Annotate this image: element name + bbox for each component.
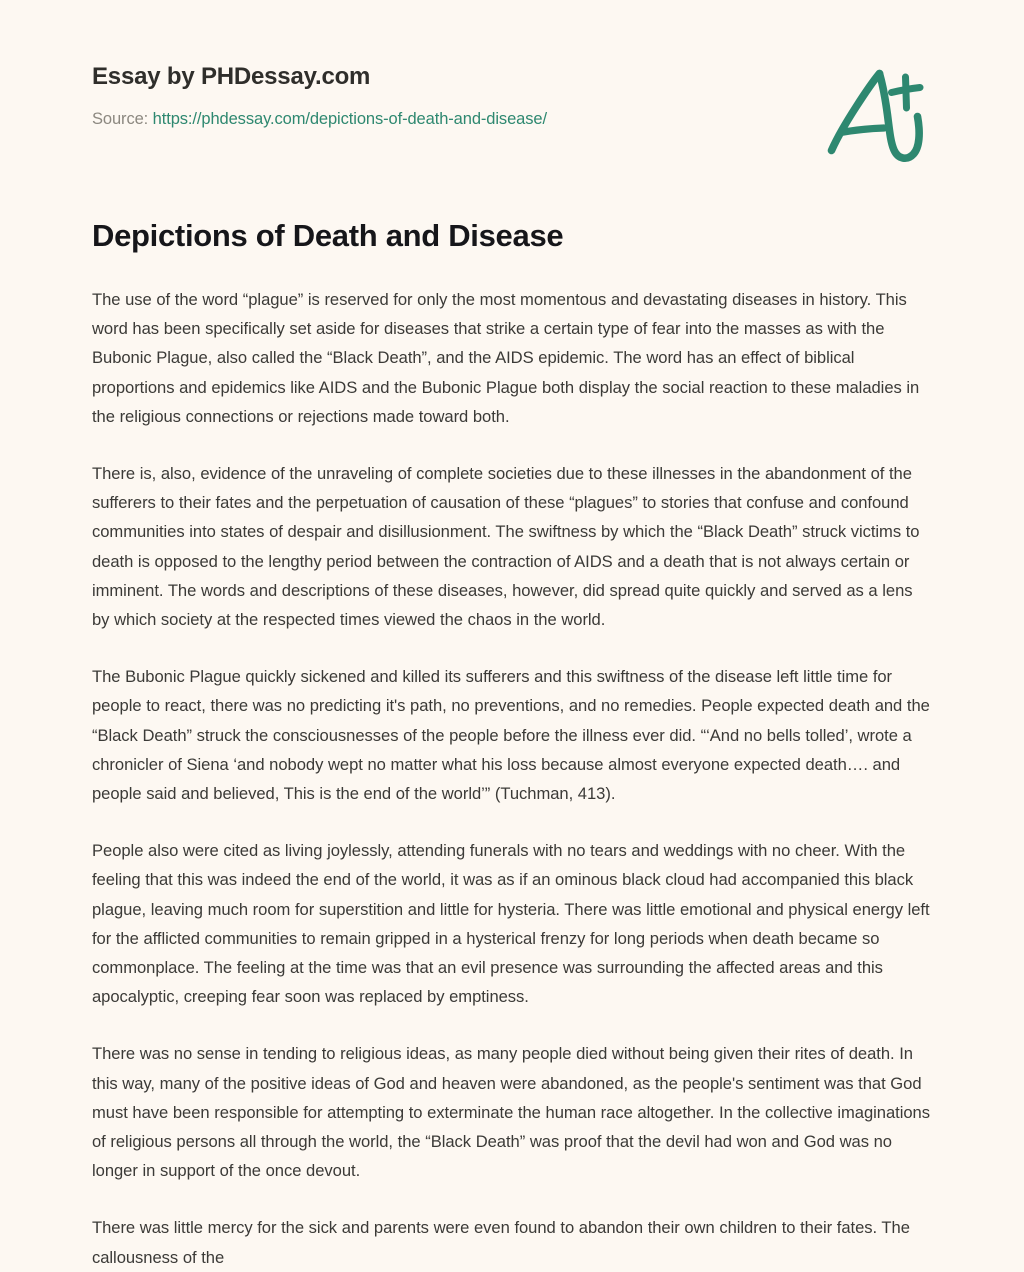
paragraph: There was no sense in tending to religious ideas, as many people died without being given their rites of death. In this way, many of the positive ideas of God and heaven were abandoned, as the people's sentiment was that God must have been responsible for attempting to exterminate the human race altogether. In the collective imaginations of religious persons all through the world, the “Black Death” was proof that the devil had won and God was no longer in support of the once devout. [92, 1044, 930, 1181]
source-line [92, 108, 932, 130]
aplus-logo [812, 58, 932, 170]
paragraph: There is, also, evidence of the unraveling of complete societies due to these illnesses in the abandonment of the sufferers to their fates and the perpetuation of causation of these “plagues” to stories that confuse and confound communities into states of despair and disillusionment. The swiftness by which the “Black Death” struck victims to death is opposed to the lengthy period between the contraction of AIDS and a death that is not always certain or imminent. The words and descriptions of these diseases, however, did spread quite quickly and served as a lens by which society at the respected times viewed the chaos in the world. [92, 464, 920, 630]
paragraph: There was little mercy for the sick and parents were even found to abandon their own children to their fates. The callousness of the [92, 1218, 910, 1267]
page-title: Depictions of Death and Disease [92, 218, 564, 253]
paragraph: The Bubonic Plague quickly sickened and killed its sufferers and this swiftness of the disease left little time for people to react, there was no predicting it's path, no preventions, and no remedies. People expected death and the “Black Death” struck the consciousnesses of the people before the illness ever did. “‘And no bells tolled’, wrote a chronicler of Siena ‘and nobody wept no matter what his loss because almost everyone expected death…. and people said and believed, This is the end of the world’” (Tuchman, 413). [92, 667, 930, 804]
brand-title: Essay by PHDessay.com [92, 63, 371, 90]
page-header [92, 62, 932, 130]
paragraph: The use of the word “plague” is reserved for only the most momentous and devastating diseases in history. This word has been specifically set aside for diseases that strike a certain type of fear into the masses as with the Bubonic Plague, also called the “Black Death”, and the AIDS epidemic. The word has an effect of biblical proportions and epidemics like AIDS and the Bubonic Plague both display the social reaction to these maladies in the religious connections or rejections made toward both. [92, 290, 920, 426]
essay-body [92, 285, 934, 1272]
aplus-logo-icon [812, 58, 932, 170]
source-url-link[interactable]: https://phdessay.com/depictions-of-death-and-disease/ [152, 110, 547, 128]
paragraph: People also were cited as living joylessly, attending funerals with no tears and weddings with no cheer. With the feeling that this was indeed the end of the world, it was as if an ominous black cloud had accompanied this black plague, leaving much room for superstition and little for hysteria. There was little emotional and physical energy left for the afflicted communities to remain gripped in a hysterical frenzy for long periods when death became so commonplace. The feeling at the time was that an evil presence was surrounding the affected areas and this apocalyptic, creeping fear soon was replaced by emptiness. [92, 841, 930, 1007]
source-label: Source: [92, 110, 149, 128]
